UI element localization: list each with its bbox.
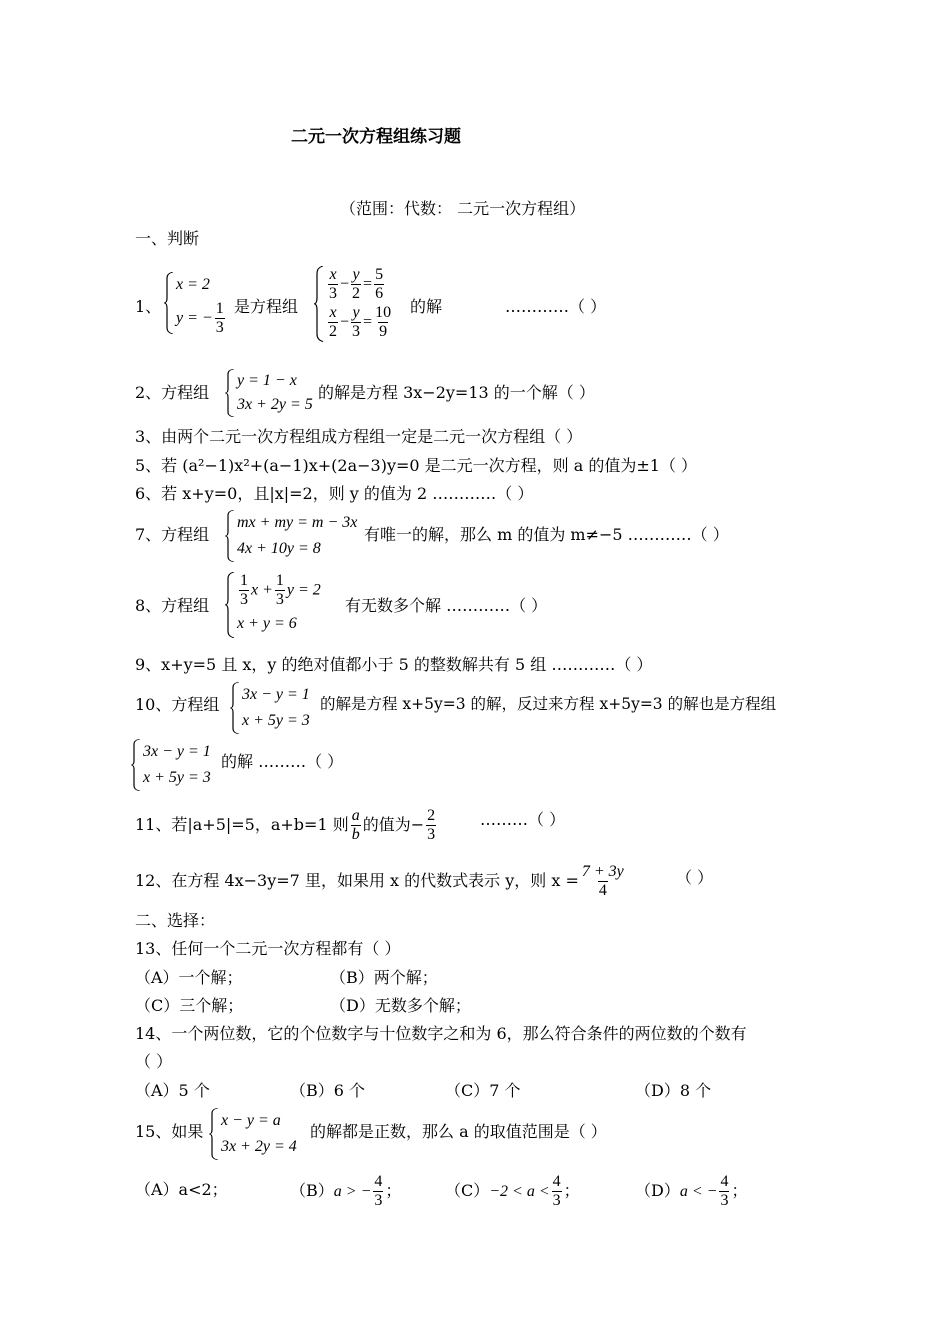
q2-tail: 的解是方程 3x−2y=13 的一个解（ ）: [318, 383, 595, 402]
question-12: [135, 858, 627, 904]
section-heading-judge: 一、判断: [135, 229, 200, 248]
q10-tail2: 的解 ………（ ）: [221, 752, 344, 771]
q8-eq-2: x + y = 6: [237, 614, 297, 632]
eq: =: [363, 313, 373, 331]
question-14: 14、一个两位数，它的个位数字与十位数字之和为 6，那么符合条件的两位数的个数有: [135, 1024, 747, 1043]
q2-eq-1: y = 1 − x: [237, 372, 297, 389]
option-label: （D）: [635, 1181, 680, 1200]
frac-num: y: [352, 266, 360, 283]
frac-num: x: [329, 266, 337, 283]
question-13: 13、任何一个二元一次方程都有（ ）: [135, 939, 401, 958]
q14-option-a: （A）5 个: [135, 1081, 210, 1100]
frac-num: 4: [720, 1172, 729, 1190]
frac-den: b: [351, 826, 360, 843]
frac-num: 4: [552, 1172, 561, 1190]
q1-solution-x: x = 2: [176, 276, 210, 293]
semicolon: ；: [385, 1181, 402, 1200]
q2-system: [225, 369, 313, 417]
q15-tail: 的解都是正数，那么 a 的取值范围是（ ）: [310, 1122, 607, 1141]
q15-option-d: [635, 1168, 747, 1215]
q15-option-c: [445, 1168, 580, 1215]
q7-tail: 有唯一的解，那么 m 的值为 m≠−5 …………（ ）: [364, 525, 729, 544]
frac-num: 1: [275, 572, 284, 589]
q14-answer-blank: （ ）: [135, 1052, 173, 1071]
question-15-prefix: 15、如果: [135, 1122, 204, 1141]
q11-text: 11、若|a+5|=5，a+b=1 则: [135, 815, 349, 834]
brace-icon: [225, 369, 235, 417]
frac-den: 3: [329, 285, 337, 303]
q1-equation-system: [314, 266, 394, 342]
question-1-number: 1、: [135, 297, 162, 316]
brace-icon: [225, 572, 235, 638]
op: −: [340, 275, 350, 293]
q10-eq-2: x + 5y = 3: [242, 712, 310, 729]
question-2-prefix: 2、方程组: [135, 383, 210, 402]
frac-num: 4: [374, 1172, 383, 1190]
q8-mid: x +: [251, 581, 273, 599]
question-5: 5、若 (a²−1)x²+(a−1)x+(2a−3)y=0 是二元一次方程，则 a 的值为±1（ ）: [135, 456, 698, 475]
semicolon: ；: [563, 1181, 580, 1200]
frac-num: x: [329, 303, 337, 321]
brace-icon: [131, 739, 141, 791]
brace-icon: [164, 272, 174, 334]
q8-system: [225, 572, 321, 638]
q1-eq-2: [326, 304, 394, 342]
option-label: （B）: [290, 1181, 334, 1200]
question-7-prefix: 7、方程组: [135, 525, 210, 544]
frac-den: 3: [427, 826, 436, 843]
q8-eq-1: [237, 572, 321, 610]
question-9: 9、x+y=5 且 x，y 的绝对值都小于 5 的整数解共有 5 组 …………（ ）: [135, 655, 653, 674]
q14-option-c: （C）7 个: [445, 1081, 521, 1100]
frac-num: 10: [375, 303, 392, 321]
q15-option-a: （A）a<2；: [135, 1180, 228, 1199]
q15-system: [209, 1108, 297, 1160]
frac-num: 2: [427, 806, 436, 824]
question-6: 6、若 x+y=0，且|x|=2，则 y 的值为 2 …………（ ）: [135, 484, 534, 503]
q1-tail: 的解: [410, 297, 443, 316]
page-title: 二元一次方程组练习题: [291, 127, 461, 147]
frac-num: y: [352, 303, 360, 321]
q1-answer-blank: …………（ ）: [505, 297, 607, 316]
q10-system: [230, 682, 310, 734]
q7-eq-1: mx + my = m − 3x: [237, 514, 358, 531]
q14-option-d: （D）8 个: [635, 1081, 712, 1100]
frac-den: 2: [352, 285, 361, 303]
frac-den: 3: [240, 591, 248, 609]
frac-den: 6: [375, 285, 384, 303]
option-label: （C）: [445, 1181, 490, 1200]
frac-den: 3: [374, 1192, 383, 1209]
brace-icon: [314, 266, 324, 342]
frac-num: 5: [375, 266, 384, 283]
q10-eq-2-repeat: x + 5y = 3: [143, 769, 211, 786]
q1-y-text: y = −: [176, 309, 213, 327]
frac-den: 3: [275, 591, 284, 609]
option-expr: a > −: [333, 1183, 372, 1200]
q13-option-d: （D）无数多个解；: [330, 996, 471, 1015]
q1-solution-y: [176, 300, 227, 337]
eq: =: [363, 275, 373, 293]
frac-den: 4: [598, 882, 607, 899]
question-8-prefix: 8、方程组: [135, 596, 210, 615]
q10-eq-1: 3x − y = 1: [242, 686, 310, 703]
question-10-prefix: 10、方程组: [135, 695, 220, 714]
q8-tail: 有无数多个解 …………（ ）: [345, 596, 548, 615]
q7-system: [225, 510, 357, 562]
frac-num: a: [351, 806, 360, 824]
op: −: [340, 313, 350, 331]
option-expr: a < −: [679, 1183, 718, 1200]
semicolon: ；: [731, 1181, 748, 1200]
question-3: 3、由两个二元一次方程组成方程组一定是二元一次方程组（ ）: [135, 427, 583, 446]
scope-note: （范围：代数： 二元一次方程组）: [340, 199, 586, 218]
q12-text: 12、在方程 4x−3y=7 里，如果用 x 的代数式表示 y，则 x =: [135, 871, 579, 890]
frac-den: 2: [329, 323, 337, 341]
q11-answer-blank: ………（ ）: [480, 810, 566, 829]
q2-eq-2: 3x + 2y = 5: [237, 396, 313, 413]
q15-option-b: [290, 1168, 401, 1215]
q8-end: y = 2: [286, 581, 321, 599]
q10-system-repeat: [131, 739, 211, 791]
q13-option-a: （A）一个解；: [135, 968, 243, 987]
section-heading-choice: 二、选择：: [135, 911, 216, 930]
q15-eq-2: 3x + 2y = 4: [221, 1138, 297, 1155]
frac-num: 1: [240, 572, 248, 589]
q13-option-b: （B）两个解；: [330, 968, 438, 987]
frac-den: 3: [720, 1192, 729, 1209]
brace-icon: [209, 1108, 219, 1160]
frac-den: 3: [352, 323, 361, 341]
brace-icon: [230, 682, 240, 734]
brace-icon: [225, 510, 235, 562]
frac-den: 9: [379, 323, 388, 341]
q1-eq-1: [326, 266, 394, 304]
q10-tail: 的解是方程 x+5y=3 的解，反过来方程 x+5y=3 的解也是方程组: [320, 695, 777, 713]
frac-num: 1: [215, 300, 224, 317]
q15-eq-1: x − y = a: [221, 1112, 281, 1129]
frac-den: 3: [552, 1192, 561, 1209]
frac-num: 7 + 3y: [581, 862, 624, 880]
q13-option-c: （C）三个解；: [135, 996, 244, 1015]
q1-y-fraction: [215, 300, 225, 338]
q7-eq-2: 4x + 10y = 8: [237, 540, 321, 557]
q1-mid-text: 是方程组: [234, 297, 299, 316]
frac-den: 3: [215, 319, 224, 337]
q10-eq-1-repeat: 3x − y = 1: [143, 743, 211, 760]
q11-mid: 的值为−: [362, 815, 425, 834]
q14-option-b: （B）6 个: [290, 1081, 366, 1100]
option-expr: −2 < a <: [489, 1183, 550, 1200]
question-11: [135, 802, 438, 848]
q1-solution-system: [164, 272, 227, 337]
q12-answer-blank: （ ）: [676, 868, 714, 887]
